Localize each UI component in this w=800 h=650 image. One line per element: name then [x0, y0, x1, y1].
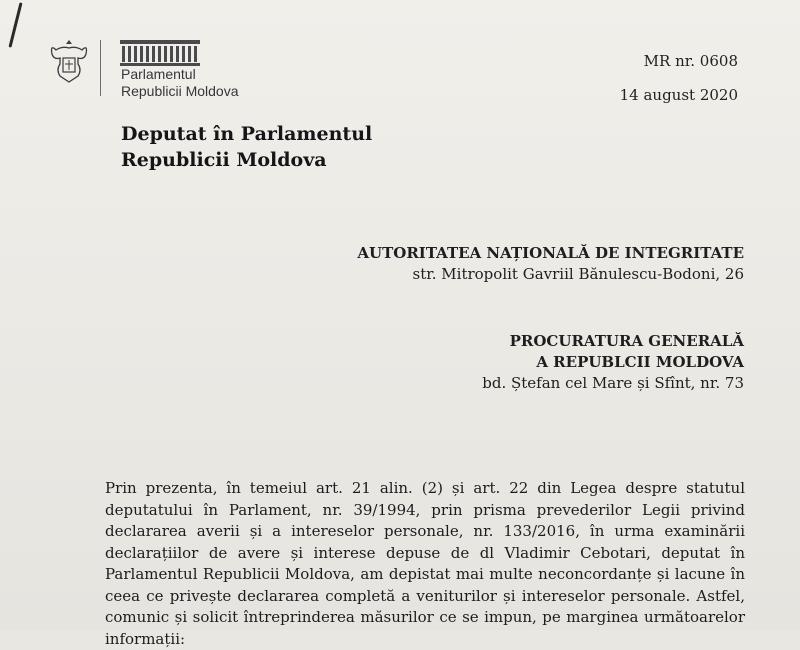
- recipient-name-line1: PROCURATURA GENERALĂ: [509, 332, 744, 350]
- recipient-address: str. Mitropolit Gavriil Bănulescu-Bodoni, 26: [412, 265, 744, 283]
- header-divider: [100, 40, 101, 96]
- sender-title-line1: Deputat în Parlamentul: [121, 123, 373, 145]
- recipient-name-line2: A REPUBLCII MOLDOVA: [536, 353, 744, 371]
- recipient-block-procuratura: [482, 331, 744, 394]
- institution-name-line2: Republicii Moldova: [121, 83, 239, 99]
- recipient-address: bd. Ștefan cel Mare și Sfînt, nr. 73: [482, 374, 744, 392]
- reference-number: MR nr. 0608: [643, 52, 738, 70]
- institution-name-line1: Parlamentul: [121, 66, 196, 82]
- institution-name: [121, 66, 239, 100]
- sender-title: [121, 121, 372, 173]
- recipient-name: AUTORITATEA NAȚIONALĂ DE INTEGRITATE: [357, 244, 744, 262]
- sender-title-line2: Republicii Moldova: [121, 149, 327, 171]
- letter-date: 14 august 2020: [619, 86, 738, 104]
- recipient-block-ani: [357, 243, 744, 285]
- parliament-building-icon: [120, 40, 200, 66]
- letter-body-paragraph: Prin prezenta, în temeiul art. 21 alin. (2) și art. 22 din Legea despre statutul deputatului în Parlament, nr. 39/1994, prin prisma prevederilor Legii privind declararea averii și a intereselor personale, nr. 133/2016, în urma examinării declarațiilor de avere și interese depuse de dl Vladimir Cebotari, deputat în Parlamentul Republicii Moldova, am depistat mai multe neconcordanțe și lacune în ceea ce privește declararea completă a veniturilor și intereselor personale. Astfel, comunic și solicit întreprinderea măsurilor ce se impun, pe marginea următoarelor informații:: [105, 479, 745, 648]
- pen-mark: [8, 2, 22, 47]
- coat-of-arms-icon: [50, 40, 88, 86]
